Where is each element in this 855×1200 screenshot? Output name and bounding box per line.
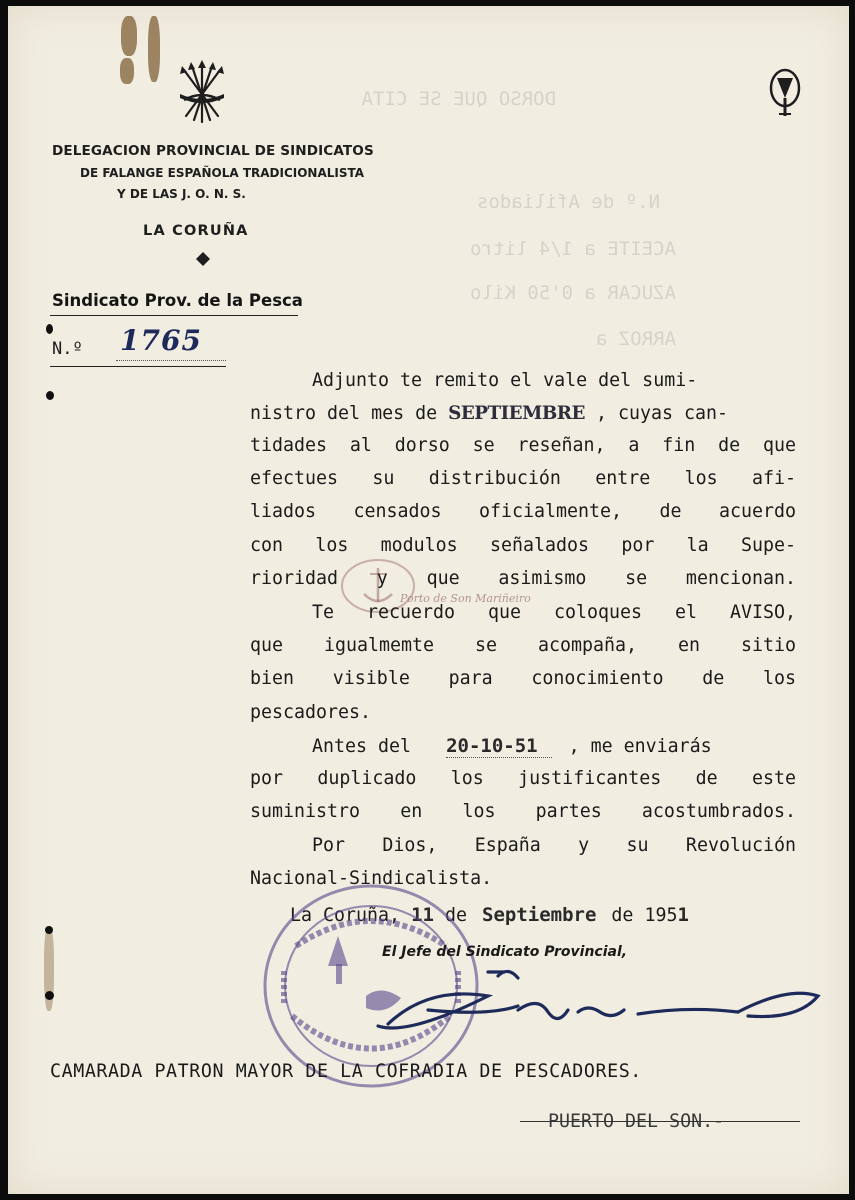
small-seal-text: Porto de Son Mariñeiro <box>400 592 531 605</box>
rust-stain <box>121 16 137 56</box>
body-line: por duplicado los justificantes de este <box>250 768 796 789</box>
body-line: suministro en los partes acostumbrados. <box>250 801 796 822</box>
body-line: pescadores. <box>250 702 372 723</box>
divider <box>50 315 298 316</box>
date-day: 11 <box>411 904 434 926</box>
body-line: Adjunto te remito el vale del sumi- <box>312 370 698 391</box>
body-line: que igualmemte se acompaña, en sitio <box>250 635 796 656</box>
reverse-ghost-line: ACEITE a 1/4 litro <box>470 238 676 260</box>
number-label: N.º <box>52 339 83 359</box>
sindicato-heading: Sindicato Prov. de la Pesca <box>52 291 303 310</box>
body-line: tidades al dorso se reseñan, a fin de que <box>250 435 796 456</box>
text-span: nistro del mes de <box>250 403 438 424</box>
letterhead-line-1: DELEGACION PROVINCIAL DE SINDICATOS <box>52 143 374 159</box>
letterhead-line-3: Y DE LAS J. O. N. S. <box>117 187 246 201</box>
document-page <box>8 6 849 1194</box>
text-span: , cuyas can- <box>595 403 729 424</box>
rust-stain <box>148 16 160 82</box>
punch-hole <box>46 324 53 334</box>
registry-number: 1765 <box>120 324 202 357</box>
punch-hole <box>45 926 53 934</box>
body-line <box>312 735 796 758</box>
body-line: Por Dios, España y su Revolución <box>312 835 796 856</box>
corner-crest-icon <box>765 64 805 124</box>
rust-stain <box>120 58 134 84</box>
body-line: liados censados oficialmente, de acuerdo <box>250 501 796 522</box>
punch-hole <box>46 391 54 400</box>
body-line: Nacional-Sindicalista. <box>250 868 493 889</box>
reverse-ghost-line: AZUCAR a 0'50 Kilo <box>470 282 676 304</box>
body-line <box>250 403 796 424</box>
text-span: Antes del <box>312 736 412 757</box>
text-span: de <box>444 905 467 926</box>
dotted-line <box>116 360 226 361</box>
date-year-digit: 1 <box>677 904 689 926</box>
body-line: rioridad y que asimismo se mencionan. <box>250 568 796 589</box>
addressee-line: CAMARADA PATRON MAYOR DE LA COFRADIA DE PESCADORES. <box>50 1061 642 1082</box>
reverse-ghost-line: N.º de Afiliados <box>476 191 660 213</box>
reverse-ghost-line: ARROZ a <box>595 328 676 350</box>
text-span: , me enviarás <box>568 736 712 757</box>
yoke-arrows-emblem <box>172 60 232 126</box>
body-line: efectues su distribución entre los afi- <box>250 468 796 489</box>
date-place: La Coruña, <box>290 905 401 926</box>
month-stamp: SEPTIEMBRE <box>448 403 585 424</box>
body-line: con los modulos señalados por la Supe- <box>250 535 796 556</box>
deadline-date: 20-10-51 <box>446 735 552 758</box>
diamond-ornament-icon <box>196 252 210 266</box>
letterhead-city: LA CORUÑA <box>143 223 249 239</box>
punch-hole <box>45 991 54 1000</box>
body-line: Te recuerdo que coloques el AVISO, <box>312 602 796 623</box>
letterhead-line-2: DE FALANGE ESPAÑOLA TRADICIONALISTA <box>80 166 365 180</box>
text-span: de 195 <box>611 905 678 926</box>
strike-rule <box>520 1121 800 1122</box>
signatory-title: El Jefe del Sindicato Provincial, <box>382 944 628 960</box>
reverse-ghost-title: DORSO QUE SE CITA <box>361 88 556 110</box>
body-line: bien visible para conocimiento de los <box>250 668 796 689</box>
divider <box>50 366 226 367</box>
addressee-place: PUERTO DEL SON.- <box>548 1111 725 1132</box>
handwritten-signature-icon <box>368 966 828 1046</box>
date-month: Septiembre <box>482 904 597 926</box>
